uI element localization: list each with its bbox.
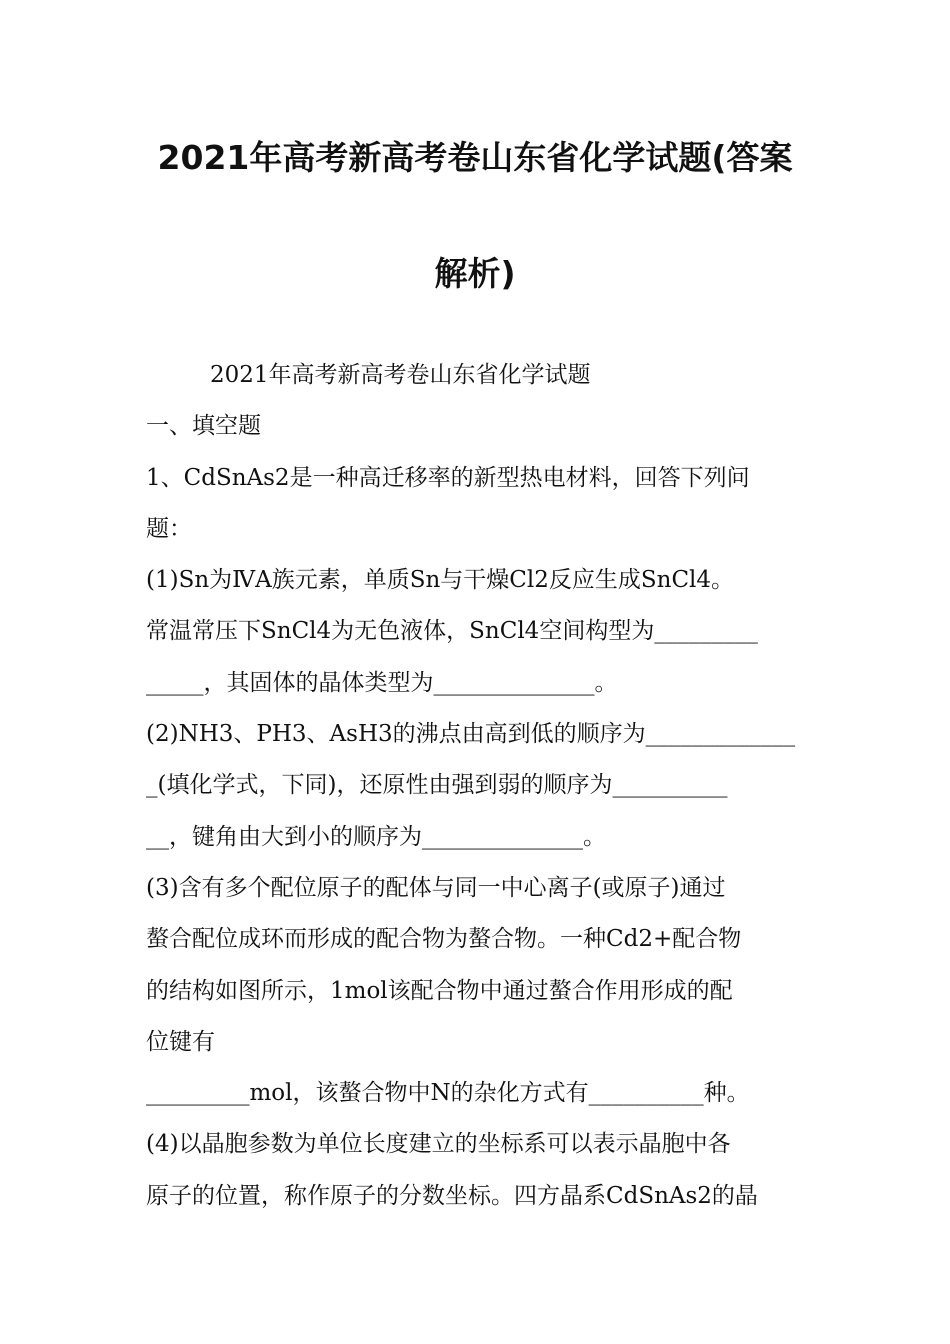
document-body (146, 350, 810, 1222)
question-text-line: (1)Sn为ⅣA族元素，单质Sn与干燥Cl2反应生成SnCl4。 (146, 567, 735, 594)
question-text-line: 常温常压下SnCl4为无色液体，SnCl4空间构型为_________ (146, 618, 758, 645)
document-title-line-1: 2021年高考新高考卷山东省化学试题(答案 (157, 138, 793, 177)
question-text-line: (4)以晶胞参数为单位长度建立的坐标系可以表示晶胞中各 (146, 1131, 731, 1158)
document-title-line-2: 解析) (434, 254, 516, 293)
question-text-line: 题： (146, 515, 192, 542)
question-text-line: __，键角由大到小的顺序为______________。 (146, 823, 606, 850)
question-text-line: 1、CdSnAs2是一种高迁移率的新型热电材料，回答下列问 (146, 464, 750, 491)
question-text-line: 位键有 (146, 1028, 215, 1055)
question-text-line: _____，其固体的晶体类型为______________。 (146, 669, 618, 696)
question-text-line: _(填化学式，下同)，还原性由强到弱的顺序为__________ (146, 772, 728, 799)
question-text-line: 的结构如图所示，1mol该配合物中通过螯合作用形成的配 (146, 977, 733, 1004)
question-text-line: (3)含有多个配位原子的配体与同一中心离子(或原子)通过 (146, 874, 726, 901)
section-heading: 一、填空题 (146, 413, 261, 440)
question-text-line: 原子的位置，称作原子的分数坐标。四方晶系CdSnAs2的晶 (146, 1182, 758, 1209)
subtitle: 2021年高考新高考卷山东省化学试题 (210, 362, 591, 388)
question-text-line: (2)NH3、PH3、AsH3的沸点由高到低的顺序为_____________ (146, 721, 796, 748)
question-text-line: 螯合配位成环而形成的配合物为螯合物。一种Cd2+配合物 (146, 926, 742, 953)
question-text-line: _________mol，该螯合物中N的杂化方式有__________种。 (146, 1080, 750, 1107)
